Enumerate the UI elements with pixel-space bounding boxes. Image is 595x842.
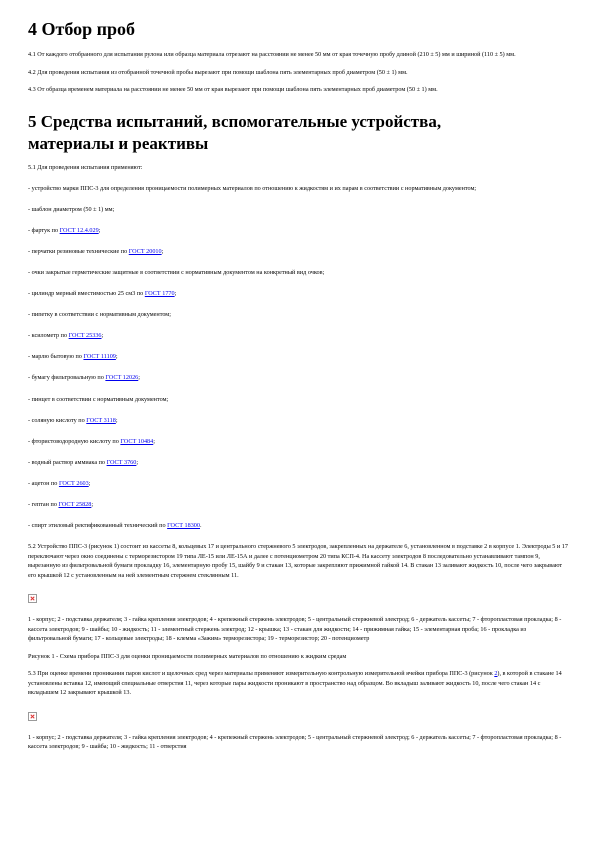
gost-link[interactable]: ГОСТ 2603 — [58, 479, 89, 487]
figure-2-legend: 1 - корпус; 2 - подставка держателя; 3 - гайка крепления электродов; 4 - крепежный стержень электродов; 5 - центральный стержневой электрод; 6 - держатель кассеты; 7 - фторопластовая прокладка; 8 - кассета электродов; 9 - шайба; 10 - жидкость; 11 - отверстия — [28, 733, 562, 751]
list-item — [28, 226, 568, 236]
gost-link[interactable]: ГОСТ 18300 — [167, 522, 200, 530]
list-item-text: - ацетон по — [28, 479, 59, 487]
gost-link[interactable]: ГОСТ 12.4.029 — [59, 226, 99, 234]
figure-1-legend: 1 - корпус; 2 - подставка держателя; 3 - гайка крепления электродов; 4 - крепежный стержень электродов; 5 - центральный стержневой электрод; 6 - держатель кассеты; 7 - фторопластовая прокладка; 8 - кассета электродов; 9 - шайбы; 10 - жидкость; 11 - элементный стержень электрод; 12 - крышка; 13 - стакан для жидкости; 14 - прижимная гайка; 15 - элементарная проба; 16 - прокладка из фильтровальной бумаги; 17 - кольцевые электроды; 18 - клемма «Зажим» терморезистора; 19 - терморезистор; 20 - потенциометр — [28, 616, 562, 643]
list-item — [28, 479, 568, 489]
list-item-text: - устройство марки ППС-3 для определения проницаемости полимерных материалов по отношению к жидкостям и их парам в соответствии с нормативным документом; — [28, 184, 477, 192]
list-item-punctuation: ; — [153, 437, 155, 445]
list-item — [28, 437, 568, 447]
section-4-heading: 4 Отбор проб — [28, 19, 135, 39]
list-item — [28, 458, 568, 468]
list-item — [28, 289, 568, 299]
paragraph-5-3-text-end: ), в которой в стакане 14 установлены вставка 12, имеющий специальные отверстия 11, через которые пары жидкости проникают в пространство над образцом. Во вкладыш заливают жидкость 10, после чего стакан 14 с вкладышем 12 закрывают крышкой 13. — [28, 670, 562, 697]
list-item-text: - шаблон диаметром (50 ± 1) мм; — [28, 205, 115, 213]
document-page — [28, 18, 568, 760]
figure-2-broken-image-icon — [28, 712, 37, 721]
list-item — [28, 416, 568, 426]
list-item-punctuation: ; — [161, 247, 164, 255]
list-item-text: - фтористоводородную кислоту по — [28, 437, 121, 445]
list-item — [28, 521, 568, 531]
paragraph-5-2: 5.2 Устройство ППС-3 (рисунок 1) состоит из кассеты 8, кольцевых 17 и центрального стержневого 5 электродов, закрепленных на держателе 6, установленном в подставке 2 в корпусе 1. Электроды 5 и 17 переключают через окно соединены с терморезистором 19 типа ЛЕ-15 или ЛЕ-15А и далее с потенциометром 20 типа КСП-4. На кассету электродов 8 последовательно устанавливают тампон 9, вырезанную из фильтровальной бумаги прокладку 16, элементарную пробу 15, шайбу 9 и стакан 13, которые закрепляют прижимной гайкой 14. В стакан 13 заливают жидкость 10, после чего закрывают его крышкой 12 с установленным на ней элементным стержнем стеклянным 11. — [28, 543, 568, 579]
paragraph-4-3: 4.3 От образца временем материала на расстоянии не менее 50 мм от края вырезают при помощи шаблона пять элементарных проб диаметром (50 ± 1) мм. — [28, 86, 438, 93]
paragraph-5-3-text-start: 5.3 При оценке времени проникания паров кислот и щелочных сред через материалы применяют измерительную контрольную измерительной ячейки прибора ППС-3 (рисунок — [28, 670, 495, 678]
list-item-text: - фартук по — [28, 226, 60, 234]
list-item — [28, 205, 568, 215]
list-item — [28, 373, 568, 383]
gost-link[interactable]: ГОСТ 20010 — [128, 247, 162, 255]
figure-2-link[interactable]: 2 — [494, 670, 498, 678]
list-item — [28, 268, 568, 278]
list-item — [28, 331, 568, 341]
paragraph-4-1: 4.1 От каждого отобранного для испытания рулона или образца материала отрезают на расстоянии не менее 50 мм от края точечную пробу длиной (210 ± 5) мм и шириной (110 ± 5) мм. — [28, 51, 516, 58]
figure-1-broken-image-icon — [28, 594, 37, 603]
list-item-text: - перчатки резиновые технические по — [28, 247, 129, 255]
list-item-text: - пипетку в соответствии с нормативным документом; — [28, 311, 171, 319]
gost-link[interactable]: ГОСТ 3760 — [106, 458, 137, 466]
gost-link[interactable]: ГОСТ 11109 — [83, 353, 116, 361]
list-item — [28, 184, 568, 194]
figure-1-caption: Рисунок 1 - Схема прибора ППС-3 для оценки проницаемости полимерных материалов по отношению к жидким средам — [28, 652, 347, 660]
list-item — [28, 395, 568, 405]
paragraph-5-1-intro: 5.1 Для проведения испытания применяют: — [28, 163, 143, 171]
gost-link[interactable]: ГОСТ 1770 — [144, 290, 175, 298]
section-5-heading: 5 Средства испытаний, вспомогательные устройства, материалы и реактивы — [28, 111, 442, 153]
gost-link[interactable]: ГОСТ 10484 — [120, 437, 154, 445]
list-item-text: - водный раствор аммиака по — [28, 458, 107, 466]
list-item-text: - цилиндр мерный вместимостью 25 см3 по — [28, 290, 145, 298]
list-item-text: - соляную кислоту по — [28, 416, 87, 424]
list-item — [28, 247, 568, 257]
list-item — [28, 352, 568, 362]
list-item-punctuation: ; — [115, 353, 118, 361]
list-item-text: - марлю бытовую по — [28, 353, 84, 361]
list-item-punctuation: . — [200, 522, 202, 530]
list-item — [28, 500, 568, 510]
list-item-text: - ксилометр по — [28, 332, 69, 340]
list-item-text: - бумагу фильтровальную по — [28, 374, 106, 382]
list-item-punctuation: ; — [88, 479, 91, 487]
equipment-list — [28, 184, 568, 531]
list-item-text: - спирт этиловый ректификованный технический по — [28, 522, 168, 530]
list-item-punctuation: ; — [115, 416, 118, 424]
gost-link[interactable]: ГОСТ 25828 — [58, 501, 92, 508]
list-item-punctuation: ; — [101, 332, 104, 340]
paragraph-5-3 — [28, 669, 568, 698]
gost-link[interactable]: ГОСТ 12026 — [105, 374, 139, 382]
gost-link[interactable]: ГОСТ 25336 — [68, 332, 102, 340]
list-item-punctuation: ; — [136, 458, 139, 466]
list-item-punctuation: ; — [98, 226, 101, 234]
list-item-text: - пинцет в соответствии с нормативным документом; — [28, 395, 169, 403]
list-item — [28, 310, 568, 320]
gost-link[interactable]: ГОСТ 3118 — [86, 416, 116, 424]
list-item-text: - очки закрытые герметические защитные в соответствии с нормативным документом на конкретный вид очков; — [28, 268, 325, 276]
list-item-punctuation: ; — [138, 374, 140, 382]
list-item-text: - гептан по — [28, 501, 59, 508]
list-item-punctuation: ; — [174, 290, 177, 298]
paragraph-4-2: 4.2 Для проведения испытания из отобранной точечной пробы вырезают при помощи шаблона пять элементарных проб диаметром (50 ± 1) мм. — [28, 68, 408, 76]
list-item-punctuation: ; — [91, 501, 94, 508]
